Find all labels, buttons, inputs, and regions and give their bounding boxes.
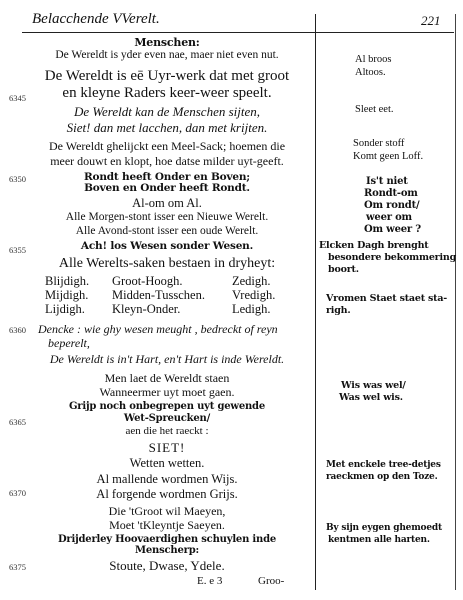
margin-note: Is't niet [366,176,408,187]
text-line: Al mallende wordmen Wijs. [96,472,238,486]
list-item: Blijdigh. [45,274,90,288]
text-line: Rondt heeft Onder en Boven; [84,171,250,183]
list-item: Ledigh. [232,302,271,316]
list-item: Groot-Hoogh. [112,274,183,288]
margin-note: righ. [326,305,351,316]
text-line: Stoute, Dwase, Ydele. [109,558,225,573]
text-line: De Wereldt is eē Uyr-werk dat met groot [44,68,290,84]
margin-note: Rondt-om [364,188,418,199]
margin-note: Komt geen Loff. [353,151,424,162]
list-item: Mijdigh. [45,288,89,302]
text-line: en kleyne Raders keer-weer speelt. [62,85,272,101]
text-line: Die 'tGroot wil Maeyen, [108,504,226,518]
running-title: Belacchende VVerelt. [32,11,160,27]
list-item: Lijdigh. [45,302,85,316]
line-number: 6360 [9,325,26,335]
margin-note: Vromen Staet staet sta- [326,293,448,304]
list-item: Zedigh. [232,274,271,288]
text-line: meer douwt en klopt, hoe datse milder uyt-geeft. [50,154,284,168]
margin-note: weer om [366,212,412,223]
text-line: aen die het raeckt : [125,425,209,437]
text-line: Al-om om Al. [132,196,202,210]
margin-note: boort. [328,264,359,275]
header-rule [22,32,454,33]
text-line: Ach! los Wesen sonder Wesen. [80,240,254,252]
text-line: Menscherp: [134,545,199,556]
margin-note: Met enckele tree-detjes [326,460,441,470]
text-line: Wanneermer uyt moet gaen. [99,385,235,399]
page-number: 221 [421,13,441,28]
text-line: Grijp noch onbegrepen uyt gewende [68,401,266,412]
text-line: Dencke : wie ghy wesen meught , bedreckt of reyn [38,322,278,336]
text-line: Boven en Onder heeft Rondt. [84,182,250,194]
text-line: Wet-Spreucken/ [123,413,211,424]
margin-note: By sijn eygen ghemoedt [326,523,442,533]
text-line: Wetten wetten. [129,456,205,470]
text-line: beperelt, [48,336,90,350]
margin-note: Om weer ? [364,224,421,235]
margin-note: Al broos [355,54,392,65]
text-line: Drijderley Hoovaerdighen schuylen inde [57,534,277,545]
text-line: De Wereldt is in't Hart, en't Hart is inde Wereldt. [49,352,285,366]
margin-note: Elcken Dagh brenght [319,240,429,251]
line-number: 6345 [9,93,26,103]
line-number: 6375 [9,562,26,572]
text-line: De Wereldt kan de Menschen sijten, [73,104,261,119]
text-line: Alle Werelts-saken bestaen in dryheyt: [58,256,276,271]
margin-note: Om rondt/ [364,200,420,211]
text-line: Alle Morgen-stont isser een Nieuwe Werelt. [65,211,269,223]
text-line: Alle Avond-stont isser een oude Werelt. [75,225,259,237]
margin-note: Wis was wel/ [341,380,406,391]
margin-note: Sonder stoff [353,138,405,149]
text-line: De Wereldt is yder even nae, maer niet even nut. [55,49,279,61]
text-line: SIET! [148,440,186,455]
list-item: Kleyn-Onder. [112,302,181,316]
line-number: 6355 [9,245,26,255]
speaker-label: Menschen: [134,36,200,49]
page-edge [455,14,456,590]
text-line: Al forgende wordmen Grijs. [96,487,238,501]
text-line: Moet 'tKleyntje Saeyen. [109,518,225,532]
list-item: Vredigh. [232,288,276,302]
margin-note: Sleet eet. [355,104,394,115]
line-number: 6350 [9,174,26,184]
margin-note: besondere bekommering [328,252,457,263]
margin-note: Altoos. [355,67,386,78]
catchword: Groo- [258,575,285,587]
line-number: 6365 [9,417,26,427]
margin-note: kentmen alle harten. [328,535,430,545]
margin-note: Was wel wis. [339,392,403,403]
line-number: 6370 [9,488,26,498]
signature-mark: E. e 3 [197,575,223,587]
text-line: Men laet de Wereldt staen [104,371,230,385]
list-item: Midden-Tusschen. [112,288,205,302]
column-divider [315,14,316,590]
text-line: De Wereldt gheliјckt een Meel-Sack; hoemen die [48,139,286,153]
margin-note: raeckmen op den Toze. [326,472,438,482]
text-line: Siet! dan met lacchen, dan met krijten. [66,120,268,135]
